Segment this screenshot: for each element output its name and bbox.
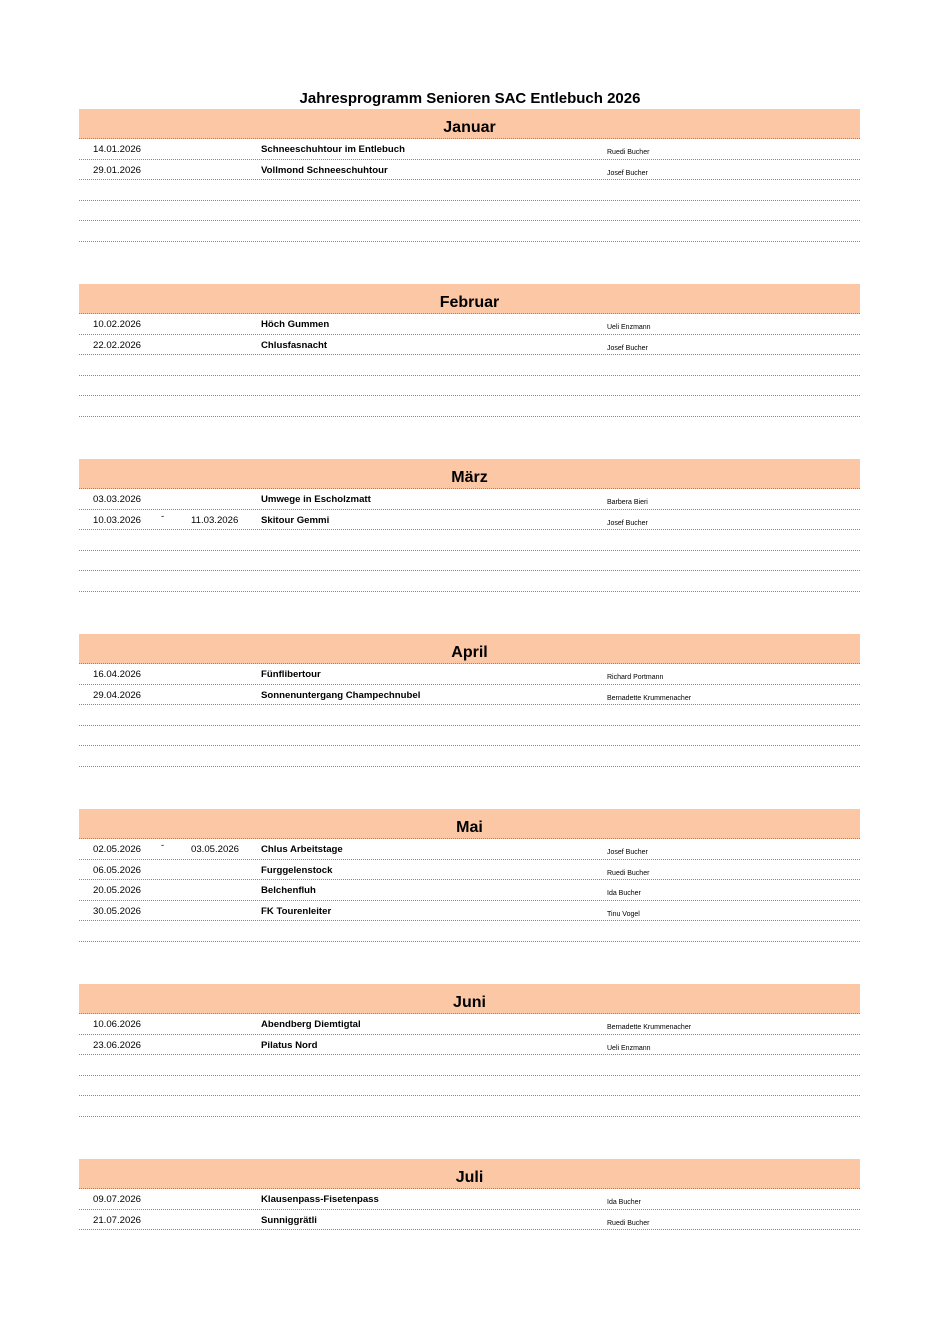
tour-name: Chlusfasnacht (261, 339, 328, 351)
table-row (79, 160, 860, 181)
tour-date: 29.01.2026 (93, 164, 142, 176)
month-section-februar (79, 284, 860, 417)
tour-name: FK Tourenleiter (261, 905, 332, 917)
table-row (79, 664, 860, 685)
month-section-juli (79, 1159, 860, 1230)
tour-leader: Ruedi Bucher (607, 1219, 650, 1227)
table-row (79, 510, 860, 531)
table-row (79, 551, 860, 572)
table-row (79, 139, 860, 160)
date-range-dash: - (161, 840, 165, 851)
tour-date: 10.06.2026 (93, 1019, 142, 1030)
tour-leader: Josef Bucher (607, 849, 648, 856)
tour-date: 16.04.2026 (93, 669, 142, 680)
tour-leader: Ida Bucher (607, 1199, 641, 1206)
table-row (79, 221, 860, 242)
tour-date: 10.03.2026 (93, 514, 142, 526)
table-row (79, 839, 860, 860)
table-row (79, 1076, 860, 1097)
table-row (79, 314, 860, 335)
tour-name: Abendberg Diemtigtal (261, 1019, 361, 1030)
tour-name: Vollmond Schneeschuhtour (261, 164, 388, 176)
month-section-januar (79, 109, 860, 242)
tour-date: 14.01.2026 (93, 144, 142, 155)
tour-name: Skitour Gemmi (261, 514, 330, 526)
tour-leader: Josef Bucher (607, 169, 648, 177)
table-row (79, 396, 860, 417)
tour-date: 06.05.2026 (93, 864, 142, 876)
tour-end-date: 11.03.2026 (191, 514, 239, 526)
table-row (79, 1096, 860, 1117)
table-row (79, 571, 860, 592)
month-section-juni (79, 984, 860, 1117)
tour-leader: Ruedi Bucher (607, 149, 650, 156)
month-header: Mai (79, 809, 860, 839)
table-row (79, 530, 860, 551)
tour-leader: Ueli Enzmann (607, 1044, 651, 1052)
month-header: Juni (79, 984, 860, 1014)
table-row (79, 901, 860, 922)
table-row (79, 1055, 860, 1076)
tour-leader: Josef Bucher (607, 519, 648, 527)
tour-date: 02.05.2026 (93, 844, 142, 855)
tour-leader: Josef Bucher (607, 344, 648, 352)
table-row (79, 355, 860, 376)
table-row (79, 746, 860, 767)
table-row (79, 860, 860, 881)
month-header: Juli (79, 1159, 860, 1189)
table-row (79, 201, 860, 222)
table-row (79, 1014, 860, 1035)
table-row (79, 376, 860, 397)
month-section-mai (79, 809, 860, 942)
tour-date: 03.03.2026 (93, 494, 142, 505)
tour-name: Sunniggrätli (261, 1214, 317, 1226)
tour-date: 22.02.2026 (93, 339, 142, 351)
table-row (79, 1189, 860, 1210)
table-row (79, 180, 860, 201)
month-section-april (79, 634, 860, 767)
tour-date: 23.06.2026 (93, 1039, 142, 1051)
tour-date: 09.07.2026 (93, 1194, 142, 1205)
tour-leader: Ruedi Bucher (607, 869, 650, 877)
month-header: Februar (79, 284, 860, 314)
table-row (79, 685, 860, 706)
table-row (79, 880, 860, 901)
table-row (79, 1210, 860, 1231)
tour-date: 29.04.2026 (93, 689, 142, 701)
tour-name: Sonnenuntergang Champechnubel (261, 689, 421, 701)
tour-date: 21.07.2026 (93, 1214, 142, 1226)
tour-date: 30.05.2026 (93, 905, 142, 917)
tour-date: 10.02.2026 (93, 319, 142, 330)
table-row (79, 726, 860, 747)
month-header: April (79, 634, 860, 664)
tour-name: Chlus Arbeitstage (261, 844, 343, 855)
tour-name: Pilatus Nord (261, 1039, 318, 1051)
tour-end-date: 03.05.2026 (191, 844, 240, 855)
tour-name: Fünflibertour (261, 669, 321, 680)
tour-name: Höch Gummen (261, 319, 330, 330)
tour-leader: Tinu Vogel (607, 910, 640, 918)
table-row (79, 921, 860, 942)
month-header: März (79, 459, 860, 489)
tour-name: Belchenfluh (261, 885, 316, 897)
tour-name: Schneeschuhtour im Entlebuch (261, 144, 405, 155)
tour-leader: Bernadette Krummenacher (607, 1024, 692, 1031)
page-title: Jahresprogramm Senioren SAC Entlebuch 2026 (299, 90, 641, 107)
tour-name: Klausenpass-Fisetenpass (261, 1194, 379, 1205)
tour-date: 20.05.2026 (93, 885, 142, 897)
table-row (79, 335, 860, 356)
table-row (79, 705, 860, 726)
table-row (79, 1035, 860, 1056)
month-header: Januar (79, 109, 860, 139)
tour-name: Furggelenstock (261, 864, 333, 876)
tour-leader: Ueli Enzmann (607, 324, 651, 331)
tour-leader: Ida Bucher (607, 890, 641, 898)
tour-leader: Barbera Bieri (607, 499, 648, 506)
tour-leader: Richard Portmann (607, 674, 664, 681)
month-section-maerz (79, 459, 860, 592)
date-range-dash: - (161, 510, 165, 522)
tour-name: Umwege in Escholzmatt (261, 494, 371, 505)
tour-leader: Bernadette Krummenacher (607, 694, 692, 702)
table-row (79, 489, 860, 510)
